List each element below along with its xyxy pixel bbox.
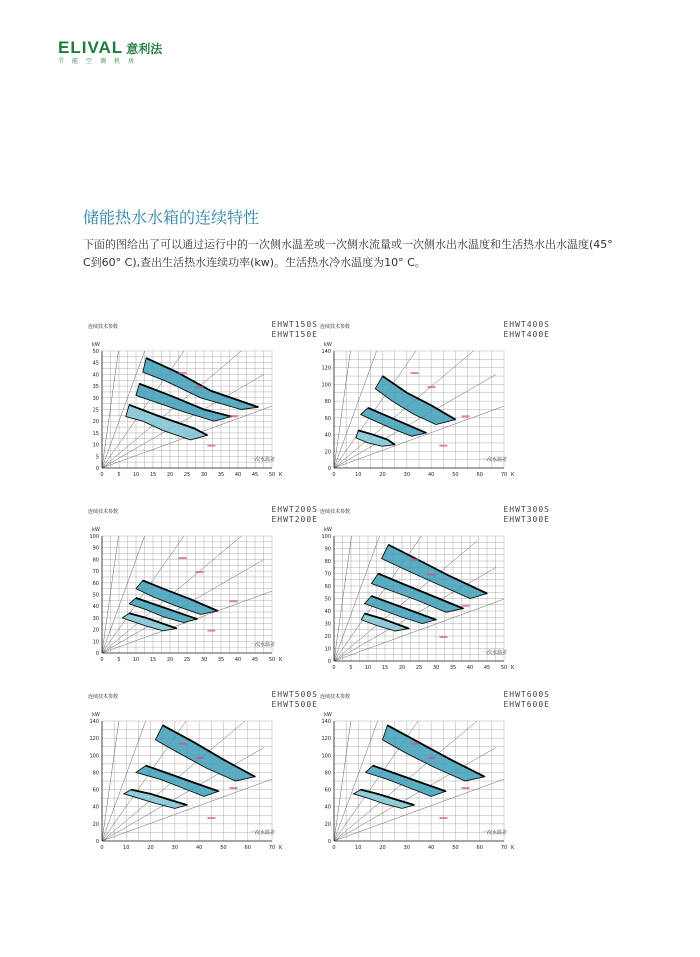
y-tick-label: 0 [95,651,99,657]
model-s: EHWT600S [503,690,550,699]
y-tick-label: 100 [321,534,331,540]
performance-band [383,725,485,781]
x-tick-label: 40 [427,472,435,478]
x-tick-label: 25 [183,472,191,478]
section-title: 储能热水水箱的连续特性 [83,208,260,227]
y-tick-label: 60 [92,787,99,794]
chart-ehwt200 [88,505,318,667]
model-s: EHWT150S [271,320,318,329]
annotation-mark [428,757,436,759]
x-axis-label: K [279,472,283,478]
chart-plot [88,690,318,855]
chart-plot [88,320,318,482]
x-tick-label: 0 [332,845,336,851]
annotation-mark [230,415,238,417]
x-tick-label: 10 [132,472,140,478]
x-tick-label: 70 [500,845,508,851]
x-tick-label: 45 [251,657,259,663]
y-tick-label: 80 [324,399,331,406]
y-tick-label: 80 [92,557,99,564]
x-tick-label: 30 [200,657,208,663]
annotation-mark [230,600,238,602]
y-tick-label: 0 [327,659,331,665]
y-tick-label: 20 [324,821,331,828]
x-tick-label: 30 [171,845,179,851]
model-s: EHWT200S [271,505,318,514]
y-axis-label: kW [324,712,332,718]
x-tick-label: 30 [432,665,440,671]
x-tick-label: 15 [381,665,389,671]
y-axis-label: kW [324,342,332,348]
secondary-axis-label: 一次水温差 [250,642,276,648]
chart-plot [88,505,318,667]
x-tick-label: 25 [183,657,191,663]
x-axis-label: K [511,665,515,671]
brand-name-chinese: 意利法 [126,42,163,56]
y-tick-label: 70 [92,569,99,576]
x-tick-label: 50 [452,472,459,478]
performance-band [124,790,187,809]
y-tick-label: 20 [324,449,331,456]
x-tick-label: 0 [100,845,104,851]
y-tick-label: 15 [92,430,99,437]
x-tick-label: 60 [476,845,483,851]
model-e: EHWT150E [271,330,318,339]
section-description: 下面的图给出了可以通过运行中的一次侧水温差或一次侧水流量或一次侧水出水温度和生活热水出水温度(45° C到60° C),查出生活热水连续功率(kw)。生活热水冷水温度为10° C。 [83,238,613,269]
x-tick-label: 60 [476,472,483,478]
chart-ehwt500 [88,690,318,855]
performance-band [155,725,255,781]
y-axis-label: kW [324,527,332,533]
y-tick-label: 100 [321,753,331,760]
secondary-axis-label: 一次水温差 [482,650,508,656]
y-tick-label: 50 [92,592,99,599]
y-axis-label: kW [92,342,100,348]
x-tick-label: 50 [500,665,508,671]
performance-band [356,430,395,446]
y-tick-label: 50 [92,349,99,355]
chart-params-label: 连续技术参数 [320,694,351,700]
y-tick-label: 20 [324,634,331,640]
x-tick-label: 20 [147,845,154,851]
chart-plot [320,320,550,482]
x-tick-label: 70 [500,472,508,478]
y-tick-label: 30 [92,615,99,622]
annotation-mark [179,743,187,745]
x-tick-label: 70 [268,845,276,851]
y-tick-label: 10 [92,442,99,449]
x-axis-label: K [279,657,283,663]
y-tick-label: 40 [92,604,99,611]
y-tick-label: 60 [324,584,331,590]
y-tick-label: 50 [324,596,331,603]
x-tick-label: 10 [123,845,130,851]
y-tick-label: 60 [92,580,99,587]
secondary-axis-label: 一次水温差 [482,830,508,836]
y-tick-label: 40 [324,609,331,615]
y-axis-label: kW [92,527,100,533]
y-tick-label: 90 [324,546,331,553]
chart-plot [320,505,550,675]
x-axis-label: K [279,845,283,851]
x-tick-label: 40 [234,657,242,663]
chart-ehwt600 [320,690,550,855]
chart-ehwt150 [88,320,318,482]
y-tick-label: 30 [324,621,331,628]
x-tick-label: 40 [195,845,203,851]
annotation-mark [439,445,447,447]
y-tick-label: 5 [95,454,99,461]
y-tick-label: 45 [92,360,99,367]
x-tick-label: 40 [427,845,435,851]
annotation-mark [411,743,419,745]
x-tick-label: 35 [217,472,225,478]
x-tick-label: 40 [234,472,242,478]
x-tick-label: 5 [117,472,121,478]
annotation-mark [439,636,447,638]
y-tick-label: 20 [92,821,99,828]
annotation-mark [428,386,436,388]
secondary-axis-label: 一次水温差 [250,457,276,463]
x-tick-label: 30 [403,845,411,851]
y-tick-label: 0 [95,466,99,472]
y-tick-label: 140 [321,349,331,355]
x-tick-label: 15 [149,472,157,478]
x-axis-label: K [511,845,515,851]
y-tick-label: 120 [89,736,99,743]
x-tick-label: 45 [483,665,491,671]
x-tick-label: 0 [100,657,104,663]
y-tick-label: 10 [92,639,99,646]
annotation-mark [207,817,215,819]
y-tick-label: 20 [92,627,99,634]
chart-params-label: 连续技术参数 [88,324,119,330]
y-tick-label: 0 [327,839,331,845]
x-tick-label: 0 [100,472,104,478]
annotation-mark [196,757,204,759]
x-axis-label: K [511,472,515,478]
annotation-mark [207,630,215,632]
x-tick-label: 35 [449,665,457,671]
y-tick-label: 60 [324,415,331,422]
y-axis-label: kW [92,712,100,718]
x-tick-label: 0 [332,472,336,478]
chart-params-label: 连续技术参数 [320,509,351,515]
x-tick-label: 50 [268,657,276,663]
brand-logo [58,38,162,58]
x-tick-label: 25 [415,665,423,671]
y-tick-label: 30 [92,395,99,402]
y-tick-label: 40 [324,432,331,439]
y-tick-label: 60 [324,787,331,794]
x-tick-label: 30 [200,472,208,478]
chart-params-label: 连续技术参数 [88,694,119,700]
y-tick-label: 70 [324,571,331,578]
x-tick-label: 60 [244,845,251,851]
secondary-axis-label: 一次水温差 [482,457,508,463]
model-e: EHWT500E [271,700,318,709]
model-s: EHWT300S [503,505,550,514]
annotation-mark [428,574,436,576]
y-tick-label: 25 [92,407,99,414]
x-tick-label: 20 [166,472,174,478]
x-tick-label: 10 [355,845,362,851]
y-tick-label: 40 [324,804,331,811]
annotation-mark [196,571,204,573]
y-tick-label: 20 [92,419,99,426]
x-tick-label: 20 [379,472,386,478]
model-e: EHWT600E [503,700,550,709]
y-tick-label: 80 [324,770,331,777]
model-s: EHWT400S [503,320,550,329]
y-tick-label: 80 [92,770,99,777]
x-tick-label: 20 [166,657,174,663]
annotation-mark [230,787,238,789]
x-tick-label: 15 [149,657,157,663]
model-s: EHWT500S [271,690,318,699]
y-tick-label: 140 [321,719,331,725]
annotation-mark [462,787,470,789]
brand-name-latin: ELIVAL [58,38,124,57]
y-tick-label: 80 [324,559,331,565]
x-tick-label: 45 [251,472,259,478]
y-tick-label: 120 [321,365,331,372]
annotation-mark [411,559,419,561]
brand-tagline: 节能空调机房 [58,58,143,65]
x-tick-label: 50 [452,845,459,851]
chart-params-label: 连续技术参数 [88,509,119,515]
y-tick-label: 40 [92,372,99,379]
x-tick-label: 10 [364,665,372,671]
y-tick-label: 0 [327,466,331,472]
annotation-mark [439,817,447,819]
chart-plot [320,690,550,855]
y-tick-label: 100 [321,382,331,389]
annotation-mark [179,557,187,559]
x-tick-label: 40 [466,665,474,671]
annotation-mark [411,372,419,374]
x-tick-label: 50 [268,472,276,478]
annotation-mark [196,386,204,388]
x-tick-label: 30 [403,472,411,478]
x-tick-label: 10 [355,472,362,478]
y-tick-label: 90 [92,545,99,552]
x-tick-label: 20 [398,665,406,671]
annotation-mark [179,372,187,374]
annotation-mark [207,445,215,447]
performance-band [353,790,414,809]
x-tick-label: 50 [220,845,227,851]
y-tick-label: 100 [89,534,99,540]
chart-ehwt300 [320,505,550,675]
model-e: EHWT400E [503,330,550,339]
annotation-mark [462,605,470,607]
x-tick-label: 35 [217,657,225,663]
chart-ehwt400 [320,320,550,482]
y-tick-label: 10 [324,646,331,653]
x-tick-label: 10 [132,657,140,663]
y-tick-label: 40 [92,804,99,811]
y-tick-label: 35 [92,384,99,391]
y-tick-label: 120 [321,736,331,743]
x-tick-label: 5 [117,657,121,663]
y-tick-label: 100 [89,753,99,760]
y-tick-label: 140 [89,719,99,725]
x-tick-label: 0 [332,665,336,671]
chart-params-label: 连续技术参数 [320,324,351,330]
x-tick-label: 5 [349,665,353,671]
x-tick-label: 20 [379,845,386,851]
secondary-axis-label: 一次水温差 [250,830,276,836]
model-e: EHWT300E [503,515,550,524]
annotation-mark [462,415,470,417]
y-tick-label: 0 [95,839,99,845]
model-e: EHWT200E [271,515,318,524]
